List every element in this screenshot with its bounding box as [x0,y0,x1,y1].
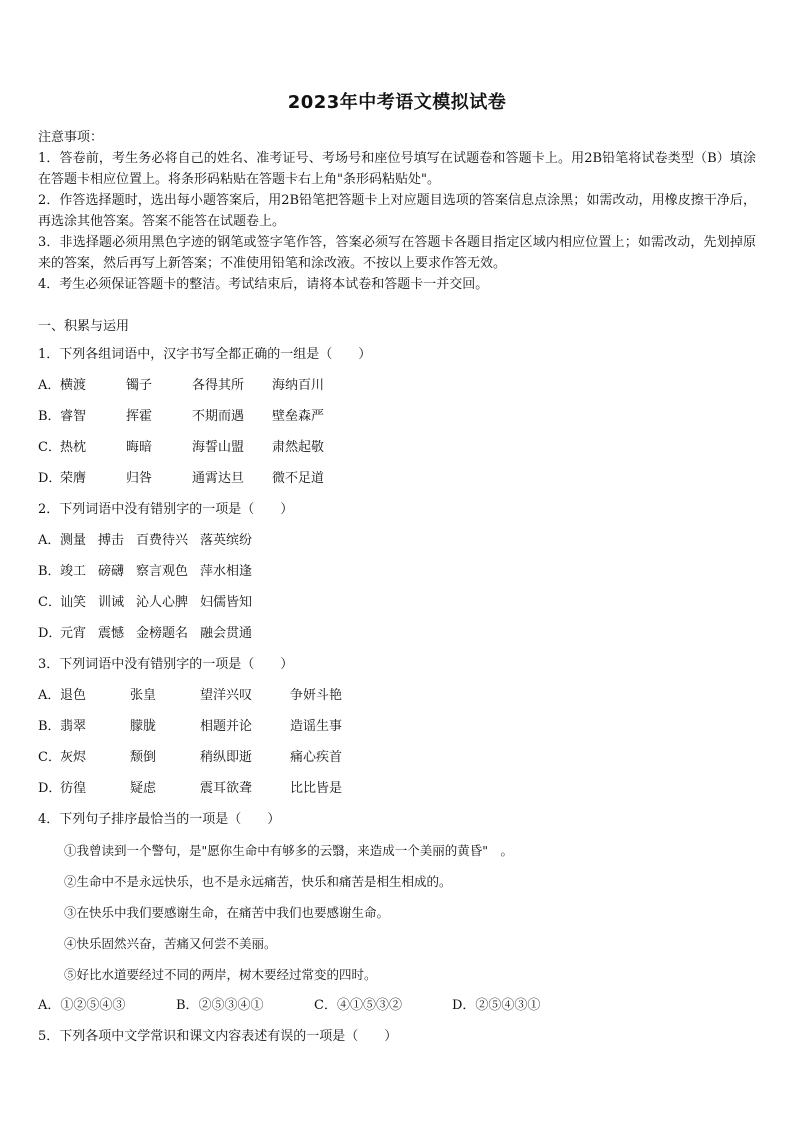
option-word: 归咎 [126,471,153,486]
option-a [38,376,756,396]
option-d [38,624,756,644]
option-letter: C． [38,440,61,455]
option-word: 训诫 [98,595,125,610]
option-letter: C． [38,750,61,765]
option-c [38,748,756,768]
option-word: 望洋兴叹 [200,688,253,703]
option-d: D．②⑤④③① [452,998,541,1013]
option-word: 灰烬 [60,750,87,765]
option-word: 壁垒森严 [272,409,325,424]
question-3 [38,655,756,799]
option-word: 相题并论 [200,719,253,734]
option-word: 海誓山盟 [192,440,245,455]
option-word: 痛心疾首 [290,750,343,765]
option-word: 搏击 [98,533,125,548]
option-word: 争妍斗艳 [290,688,343,703]
option-word: 震憾 [98,626,125,641]
option-word: 微不足道 [272,471,325,486]
option-word: 晦暗 [126,440,153,455]
question-stem: 5．下列各项中文学常识和课文内容表述有误的一项是（ ） [38,1029,398,1044]
option-letter: C． [38,595,61,610]
sentence-1: ①我曾读到一个警句，是"愿你生命中有够多的云翳，来造成一个美丽的黄昏" 。 [64,843,514,858]
option-b: B．②⑤③④① [176,998,264,1013]
option-word: 造谣生事 [290,719,343,734]
question-stem: 4．下列句子排序最恰当的一项是（ ） [38,812,281,827]
option-word: 退色 [60,688,87,703]
option-word: 不期而遇 [192,409,245,424]
option-word: 翡翠 [60,719,87,734]
option-word: 热枕 [60,440,87,455]
option-word: 镯子 [126,378,153,393]
option-word: 朦胧 [130,719,157,734]
order-options [38,996,756,1016]
option-letter: A． [38,533,61,548]
option-c [38,593,756,613]
option-a [38,531,756,551]
option-a: A．①②⑤④③ [38,998,126,1013]
option-word: 震耳欲聋 [200,781,253,796]
option-a [38,686,756,706]
option-word: 彷徨 [60,781,87,796]
option-b [38,562,756,582]
option-word: 肃然起敬 [272,440,325,455]
option-letter: B． [38,719,61,734]
option-letter: A． [38,378,61,393]
option-word: 落英缤纷 [200,533,253,548]
option-word: 横渡 [60,378,87,393]
notice-block [38,128,756,295]
section-heading: 一、积累与运用 [38,319,130,334]
option-word: 妇儒皆知 [200,595,253,610]
option-word: 睿智 [60,409,87,424]
question-stem: 2．下列词语中没有错别字的一项是（ ） [38,502,294,517]
option-c: C．④①⑤③② [314,998,402,1013]
option-letter: D． [38,471,62,486]
question-stem: 1．下列各组词语中，汉字书写全都正确的一组是（ ） [38,347,372,362]
sentence-3: ③在快乐中我们要感谢生命，在痛苦中我们也要感谢生命。 [64,905,390,920]
notice-item-2: 2．作答选择题时，选出每小题答案后，用2B铅笔把答题卡上对应题目选项的答案信息点涂黑；如需改动，用橡皮擦干净后，再选涂其他答案。答案不能答在试题卷上。 [38,193,756,229]
option-word: 融会贯通 [200,626,253,641]
option-word: 比比皆是 [290,781,343,796]
option-word: 海纳百川 [272,378,325,393]
sentence-2: ②生命中不是永远快乐，也不是永远痛苦，快乐和痛苦是相生相成的。 [64,874,452,889]
notice-item-4: 4．考生必须保证答题卡的整洁。考试结束后，请将本试卷和答题卡一并交回。 [38,277,489,292]
sentence-5: ⑤好比水道要经过不同的两岸，树木要经过常变的四时。 [64,967,377,982]
option-word: 稍纵即逝 [200,750,253,765]
notice-heading: 注意事项： [38,130,104,145]
question-1 [38,345,756,489]
question-stem: 3．下列词语中没有错别字的一项是（ ） [38,657,294,672]
page-title: 2023年中考语文模拟试卷 [287,92,507,113]
option-word: 察言观色 [136,564,189,579]
option-word: 颓倒 [130,750,157,765]
option-d [38,779,756,799]
option-word: 磅礴 [98,564,125,579]
option-letter: B． [38,564,61,579]
option-word: 疑虑 [130,781,157,796]
option-word: 竣工 [60,564,87,579]
option-b [38,717,756,737]
option-word: 沁人心脾 [136,595,189,610]
option-word: 通霄达旦 [192,471,245,486]
option-word: 萍水相逢 [200,564,253,579]
option-word: 百费待兴 [136,533,189,548]
question-5 [38,1027,756,1047]
option-letter: A． [38,688,61,703]
notice-item-1: 1．答卷前，考生务必将自己的姓名、准考证号、考场号和座位号填写在试题卷和答题卡上。用2B铅笔将试卷类型（B）填涂在答题卡相应位置上。将条形码粘贴在答题卡右上角"条形码粘贴处"。 [38,151,756,187]
option-word: 挥霍 [126,409,153,424]
option-word: 金榜题名 [136,626,189,641]
option-c [38,438,756,458]
option-b [38,407,756,427]
option-word: 元宵 [60,626,87,641]
option-letter: D． [38,626,62,641]
notice-item-3: 3．非选择题必须用黑色字迹的钢笔或签字笔作答，答案必须写在答题卡各题目指定区域内相应位置上；如需改动，先划掉原来的答案，然后再写上新答案；不准使用铅笔和涂改液。不按以上要求作答无效。 [38,235,756,271]
option-word: 荣膺 [60,471,87,486]
option-word: 各得其所 [192,378,245,393]
question-2 [38,500,756,644]
sentence-4: ④快乐固然兴奋，苦痛又何尝不美丽。 [64,936,277,951]
option-word: 讪笑 [60,595,87,610]
option-letter: B． [38,409,61,424]
option-word: 测量 [60,533,87,548]
option-letter: D． [38,781,62,796]
option-d [38,469,756,489]
question-4 [38,810,756,1016]
option-word: 张皇 [130,688,157,703]
